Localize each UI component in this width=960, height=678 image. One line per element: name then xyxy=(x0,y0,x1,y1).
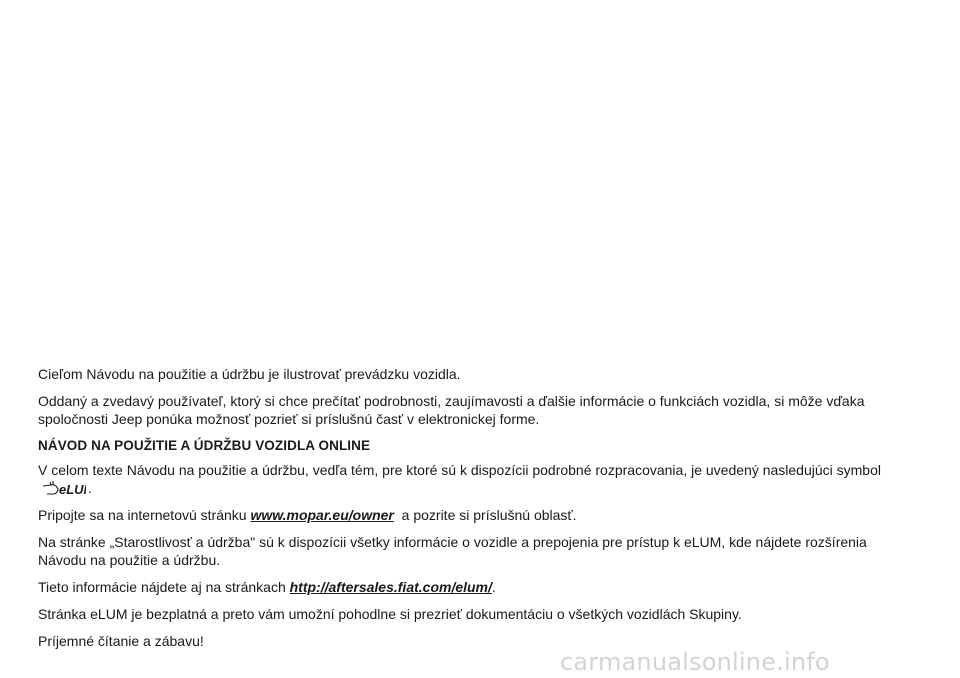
mopar-owner-link[interactable]: www.mopar.eu/owner xyxy=(250,507,394,523)
symbol-period: . xyxy=(88,480,92,496)
paragraph-free-elum: Stránka eLUM je bezplatná a preto vám umožní pohodlne si prezrieť dokumentáciu o všetkých vozidlách Skupiny. xyxy=(38,606,742,622)
paragraph-care-maintenance: Na stránke „Starostlivosť a údržba" sú k dispozícii všetky informácie o vozidle a prepojenia pre prístup k eLUM, kde nájdete rozšírenia Návodu na použitie a údržbu. xyxy=(38,534,867,568)
website-end-text: a pozrite si príslušnú oblasť. xyxy=(401,507,577,523)
svg-text:eLUM: eLU xyxy=(59,482,84,497)
aftersales-intro-text: Tieto informácie nájdete aj na stránkach xyxy=(38,579,286,595)
symbol-intro-text: V celom texte Návodu na použitie a údržbu, vedľa tém, pre ktoré sú k dispozícii podrobné rozpracovania, je uvedený nasledujúci symbol xyxy=(38,462,881,478)
aftersales-period: . xyxy=(491,579,496,595)
paragraph-purpose: Cieľom Návodu na použitie a údržbu je ilustrovať prevádzku vozidla. xyxy=(38,366,461,382)
section-heading: NÁVOD NA POUŽITIE A ÚDRŽBU VOZIDLA ONLINE xyxy=(38,438,371,453)
paragraph-symbol xyxy=(38,461,918,497)
aftersales-elum-link[interactable]: http://aftersales.fiat.com/elum/ xyxy=(289,579,492,595)
paragraph-aftersales xyxy=(38,578,918,596)
paragraph-website xyxy=(38,506,918,524)
paragraph-online-offer: Oddaný a zvedavý používateľ, ktorý si chce prečítať podrobnosti, zaujímavosti a ďalšie informácie o funkciách vozidla, si môže vďaka spoločnosti Jeep ponúka možnosť pozrieť si príslušnú časť v elektronickej forme. xyxy=(38,393,865,427)
manual-intro-text xyxy=(38,365,918,659)
watermark-text: carmanualsonline.info xyxy=(560,648,830,676)
paragraph-closing: Príjemné čítanie a zábavu! xyxy=(38,633,204,649)
website-intro-text: Pripojte sa na internetovú stránku xyxy=(38,507,247,523)
elum-hand-icon xyxy=(42,479,86,497)
